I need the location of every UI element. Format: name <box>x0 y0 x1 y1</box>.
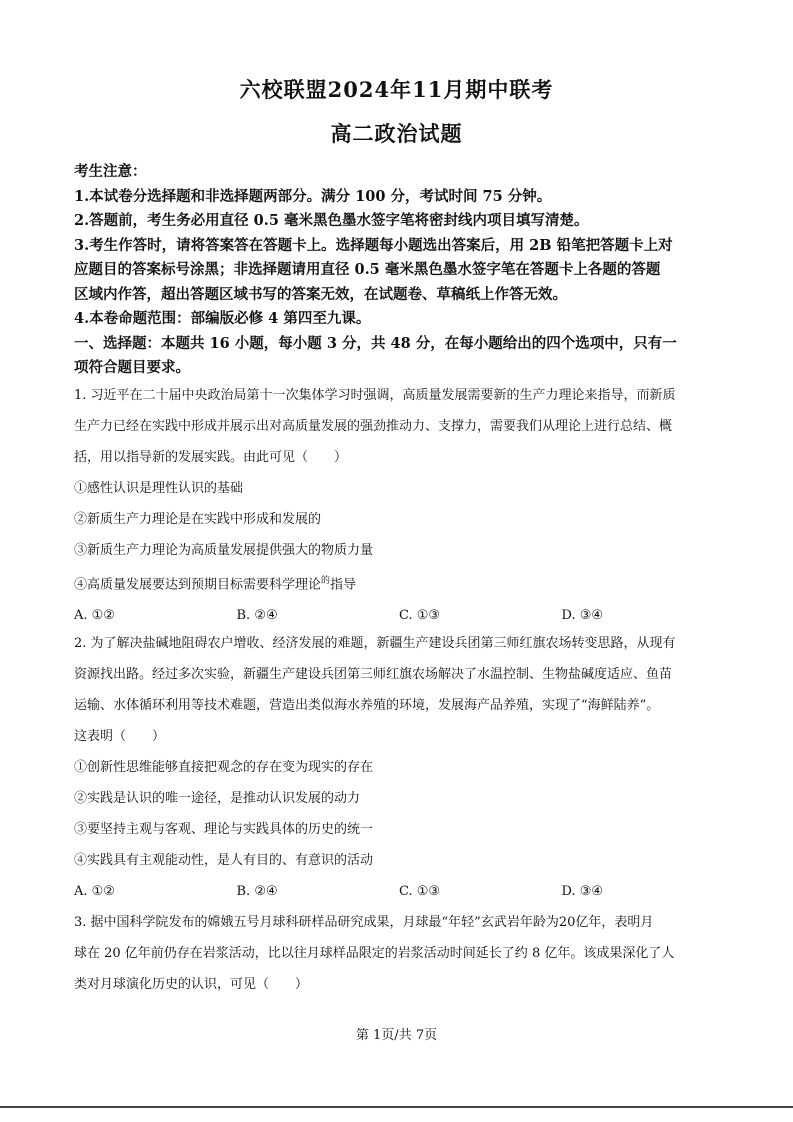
section-heading: 一、选择题：本题共 16 小题，每小题 3 分，共 48 分，在每小题给出的四个选项中，只有一 <box>74 334 677 352</box>
statement-item: ④实践具有主观能动性，是人有目的、有意识的活动 <box>74 853 374 868</box>
question-text: 运输、水体循环利用等技术难题，营造出类似海水养殖的环境，发展海产品养殖，实现了“海鲜陆养”。 <box>74 698 660 713</box>
notice-line: 4.本卷命题范围：部编版必修 4 第四至九课。 <box>74 310 371 327</box>
question-text: 括，用以指导新的发展实践。由此可见（ ） <box>74 450 348 465</box>
question-text: 3. 据中国科学院发布的嫦娥五号月球科研样品研究成果，月球最“年轻”玄武岩年龄为20亿年，表明月 <box>74 915 654 930</box>
statement-item: ②新质生产力理论是在实践中形成和发展的 <box>74 512 322 527</box>
question-1 <box>74 380 724 631</box>
question-text: 生产力已经在实践中形成并展示出对高质量发展的强劲推动力、支撑力，需要我们从理论上进行总结、概 <box>74 419 673 434</box>
notice-line: 3.考生作答时，请将答案答在答题卡上。选择题每小题选出答案后，用 2B 铅笔把答题卡上对 <box>74 236 673 254</box>
notice-line: 1.本试卷分选择题和非选择题两部分。满分 100 分，考试时间 75 分钟。 <box>74 187 552 205</box>
option-a: A. ①② <box>74 608 115 624</box>
notice-line: 区域内作答，超出答题区域书写的答案无效，在试题卷、草稿纸上作答无效。 <box>74 285 567 303</box>
statement-item: ③新质生产力理论为高质量发展提供强大的物质力量 <box>74 543 374 558</box>
answer-options <box>74 876 724 907</box>
option-b: B. ②④ <box>236 884 278 899</box>
page-divider <box>0 1106 793 1108</box>
notice-heading: 考生注意： <box>74 163 147 180</box>
question-3 <box>74 907 724 1000</box>
question-text: 球在 20 亿年前仍存在岩浆活动，比以往月球样品限定的岩浆活动时间延长了约 8 亿年。该成果深化了人 <box>74 946 675 961</box>
candidate-notice <box>74 160 724 381</box>
question-text: 这表明（ ） <box>74 729 166 744</box>
inserted-char: 的 <box>321 576 331 586</box>
question-text: 1. 习近平在二十届中央政治局第十一次集体学习时强调，高质量发展需要新的生产力理论来指导，而新质 <box>74 388 676 403</box>
notice-line: 2.答题前，考生务必用直径 0.5 毫米黑色墨水签字笔将密封线内项目填写清楚。 <box>74 212 589 229</box>
option-a: A. ①② <box>74 884 115 899</box>
answer-options <box>74 600 724 631</box>
option-c: C. ①③ <box>399 608 441 624</box>
statement-item: ①感性认识是理性认识的基础 <box>74 481 244 496</box>
option-d: D. ③④ <box>561 608 604 624</box>
question-text: 2. 为了解决盐碱地阻碍农户增收、经济发展的难题，新疆生产建设兵团第三师红旗农场转变思路，从现有 <box>74 636 676 651</box>
question-text: 类对月球演化历史的认识，可见（ ） <box>74 977 309 992</box>
page-number: 第 1页/共 7页 <box>355 1028 438 1043</box>
option-c: C. ①③ <box>399 884 441 899</box>
notice-line: 应题目的答案标号涂黑；非选择题请用直径 0.5 毫米黑色墨水签字笔在答题卡上各题的答题 <box>74 261 661 278</box>
statement-item: ②实践是认识的唯一途径，是推动认识发展的动力 <box>74 791 361 806</box>
question-2 <box>74 628 724 907</box>
question-text: 资源找出路。经过多次实验，新疆生产建设兵团第三师红旗农场解决了水温控制、生物盐碱度适应、鱼苗 <box>74 667 673 682</box>
section-heading: 项符合题目要求。 <box>74 359 190 376</box>
exam-subtitle: 高二政治试题 <box>330 121 463 146</box>
exam-title: 六校联盟2024年11月期中联考 <box>239 77 554 102</box>
option-d: D. ③④ <box>561 884 604 899</box>
statement-item: ③要坚持主观与客观、理论与实践具体的历史的统一 <box>74 822 374 837</box>
option-b: B. ②④ <box>236 608 278 624</box>
statement-item: ④高质量发展要达到预期目标需要科学理论$^的$指导 <box>74 576 357 593</box>
statement-item: ①创新性思维能够直接把观念的存在变为现实的存在 <box>74 760 374 775</box>
